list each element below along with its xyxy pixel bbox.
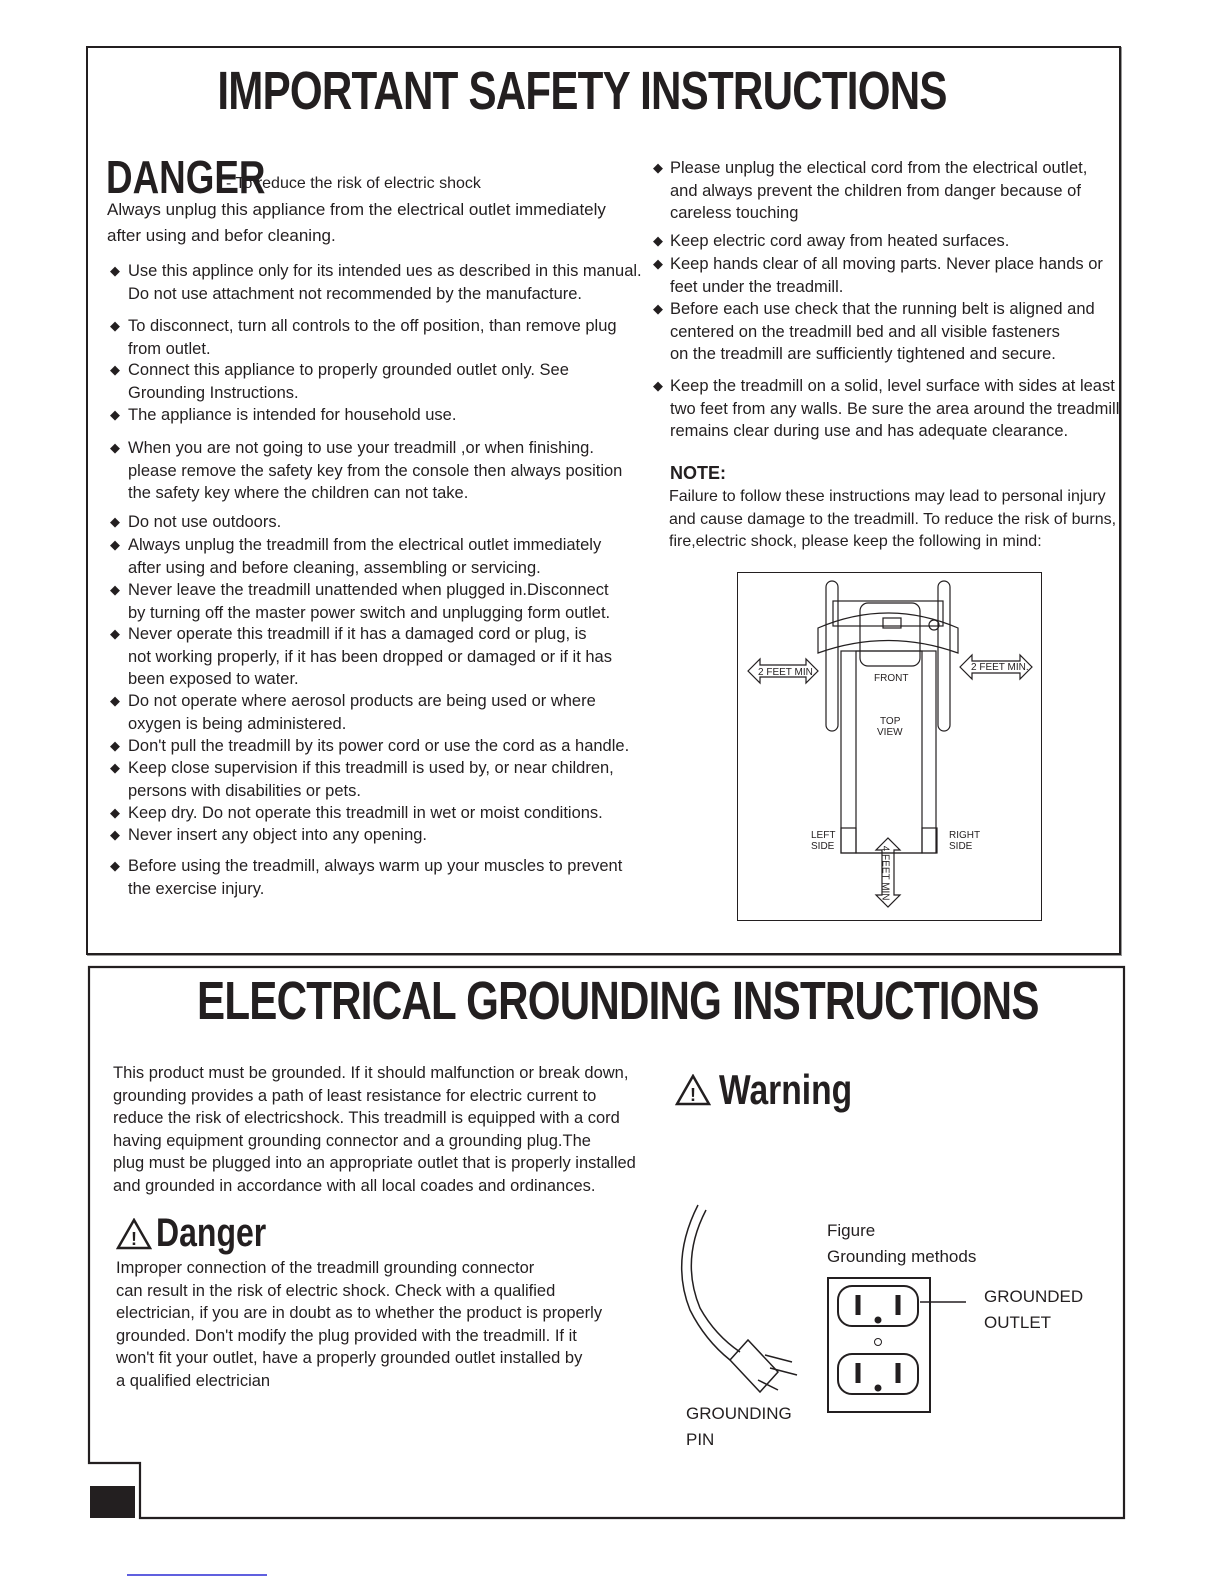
paragraph-line: can result in the risk of electric shock. Check with a qualified [116,1281,556,1300]
right-side-label: RIGHT [949,830,981,841]
safety-item-line: Don't pull the treadmill by its power cord or use the cord as a handle. [128,737,630,755]
safety-item-line: on the treadmill are sufficiently tightened and secure. [670,345,1056,363]
safety-item-line: after using and before cleaning, assembling or servicing. [128,558,541,577]
grounded-outlet-label: OUTLET [984,1313,1052,1332]
grounding-pin-label: PIN [686,1430,715,1449]
safety-item-line: the exercise injury. [128,879,265,898]
bullet-diamond-icon: ◆ [110,827,120,842]
safety-item-line: centered on the treadmill bed and all visible fasteners [670,322,1060,341]
svg-text:!: ! [690,1085,696,1105]
paragraph-line: having equipment grounding connector and a grounding plug.The [113,1131,591,1150]
paragraph-line: This product must be grounded. If it should malfunction or break down, [113,1064,629,1082]
figure-label: Figure [827,1221,876,1240]
bullet-diamond-icon: ◆ [110,318,120,333]
bullet-diamond-icon: ◆ [110,407,120,422]
right-clearance-label: 2 FEET MIN. [971,662,1029,673]
safety-item-line: Never operate this treadmill if it has a damaged cord or plug, is [128,625,587,643]
bullet-diamond-icon: ◆ [110,263,120,278]
grounding-title: ELECTRICAL GROUNDING INSTRUCTIONS [197,971,1039,1031]
safety-item-line: Do not operate where aerosol products are being used or where [128,692,596,710]
danger-intro-1: Always unplug this appliance from the electrical outlet immediately [107,200,606,219]
safety-title: IMPORTANT SAFETY INSTRUCTIONS [217,61,947,121]
figure-caption: Grounding methods [827,1247,977,1266]
rear-clearance-label: 4 FEET MIN. [879,845,891,904]
warning-triangle-icon [675,1074,711,1106]
note-line: Failure to follow these instructions may lead to personal injury [669,488,1106,505]
safety-item-line: Keep electric cord away from heated surfaces. [670,232,1010,250]
safety-item-line: Keep the treadmill on a solid, level surface with sides at least [670,377,1115,395]
right-side-label: SIDE [949,841,973,852]
bullet-diamond-icon: ◆ [110,537,120,552]
left-clearance-label: 2 FEET MIN. [758,667,816,678]
bullet-diamond-icon: ◆ [653,256,663,271]
paragraph-line: plug must be plugged into an appropriate outlet that is properly installed [113,1154,636,1173]
safety-item-line: been exposed to water. [128,670,299,688]
safety-item-line: please remove the safety key from the console then always position [128,461,623,480]
safety-item-line: Do not use attachment not recommended by the manufacture. [128,284,583,303]
bullet-diamond-icon: ◆ [110,514,120,529]
paragraph-line: Improper connection of the treadmill grounding connector [116,1259,535,1277]
safety-item-line: When you are not going to use your treadmill ,or when finishing. [128,439,594,457]
safety-item-line: Do not use outdoors. [128,513,282,531]
note-line: fire,electric shock, please keep the following in mind: [669,533,1042,550]
paragraph-line: electrician, if you are in doubt as to whether the product is properly [116,1304,603,1323]
bullet-diamond-icon: ◆ [110,760,120,775]
bullet-diamond-icon: ◆ [110,440,120,455]
safety-item-line: by turning off the master power switch and unplugging form outlet. [128,603,611,622]
safety-item-line: Keep dry. Do not operate this treadmill in wet or moist conditions. [128,804,603,822]
top-view-label: TOP [880,716,901,727]
bullet-diamond-icon: ◆ [110,582,120,597]
bullet-diamond-icon: ◆ [653,378,663,393]
grounded-outlet-drawing [820,1270,980,1420]
safety-item-line: Always unplug the treadmill from the electrical outlet immediately [128,536,602,554]
safety-item-line: To disconnect, turn all controls to the off position, than remove plug [128,317,617,335]
safety-item-line: oxygen is being administered. [128,714,347,733]
safety-item-line: Before using the treadmill, always warm up your muscles to prevent [128,857,623,875]
bullet-diamond-icon: ◆ [110,626,120,641]
page-number-block [90,1486,135,1518]
grounded-outlet-label: GROUNDED [984,1287,1084,1306]
left-side-label: SIDE [811,841,835,852]
safety-item-line: Connect this appliance to properly grounded outlet only. See [128,361,569,379]
paragraph-line: won't fit your outlet, have a properly grounded outlet installed by [116,1349,583,1368]
danger-subtitle: - To reduce the risk of electric shock [226,175,481,192]
bullet-diamond-icon: ◆ [110,738,120,753]
safety-item-line: careless touching [670,204,799,222]
safety-item-line: Never leave the treadmill unattended when plugged in.Disconnect [128,581,609,599]
paragraph-line: grounding provides a path of least resistance for electric current to [113,1086,597,1105]
bullet-diamond-icon: ◆ [653,233,663,248]
danger-word: DANGER [106,151,266,203]
safety-item-line: feet under the treadmill. [670,277,844,296]
bullet-diamond-icon: ◆ [110,693,120,708]
safety-item-line: Before each use check that the running belt is aligned and [670,300,1095,318]
grounding-plug-drawing [660,1200,810,1400]
safety-item-line: Keep hands clear of all moving parts. Never place hands or [670,255,1103,273]
paragraph-line: grounded. Don't modify the plug provided with the treadmill. If it [116,1326,577,1345]
safety-item-line: The appliance is intended for household use. [128,406,457,424]
safety-item-line: the safety key where the children can not take. [128,484,469,502]
bullet-diamond-icon: ◆ [653,160,663,175]
safety-item-line: Keep close supervision if this treadmill is used by, or near children, [128,759,614,777]
warning-triangle-icon [116,1218,152,1250]
front-label: FRONT [874,673,909,684]
bullet-diamond-icon: ◆ [110,362,120,377]
safety-item-line: and always prevent the children from danger because of [670,181,1081,200]
grounding-pin-label: GROUNDING [686,1404,792,1423]
safety-item-line: Please unplug the electical cord from the electrical outlet, [670,159,1088,177]
safety-item-line: Grounding Instructions. [128,383,299,402]
note-label: NOTE: [670,463,726,483]
paragraph-line: reduce the risk of electricshock. This treadmill is equipped with a cord [113,1109,620,1128]
safety-item-line: two feet from any walls. Be sure the area around the treadmill [670,399,1120,418]
bullet-diamond-icon: ◆ [653,301,663,316]
paragraph-line: a qualified electrician [116,1372,271,1390]
top-view-label: VIEW [877,727,903,738]
safety-item-line: from outlet. [128,339,211,358]
left-side-label: LEFT [811,830,836,841]
paragraph-line: and grounded in accordance with all local coades and ordinances. [113,1177,596,1195]
note-line: and cause damage to the treadmill. To reduce the risk of burns, [669,511,1117,528]
bullet-diamond-icon: ◆ [110,858,120,873]
bullet-diamond-icon: ◆ [110,805,120,820]
svg-text:!: ! [131,1229,137,1249]
safety-item-line: Never insert any object into any opening. [128,826,428,844]
safety-item-line: remains clear during use and has adequate clearance. [670,422,1069,440]
safety-item-line: Use this applince only for its intended ues as described in this manual. [128,262,642,280]
danger-intro-2: after using and befor cleaning. [107,226,336,245]
safety-item-line: not working properly, if it has been dropped or damaged or if it has [128,647,612,666]
safety-item-line: persons with disabilities or pets. [128,781,361,800]
